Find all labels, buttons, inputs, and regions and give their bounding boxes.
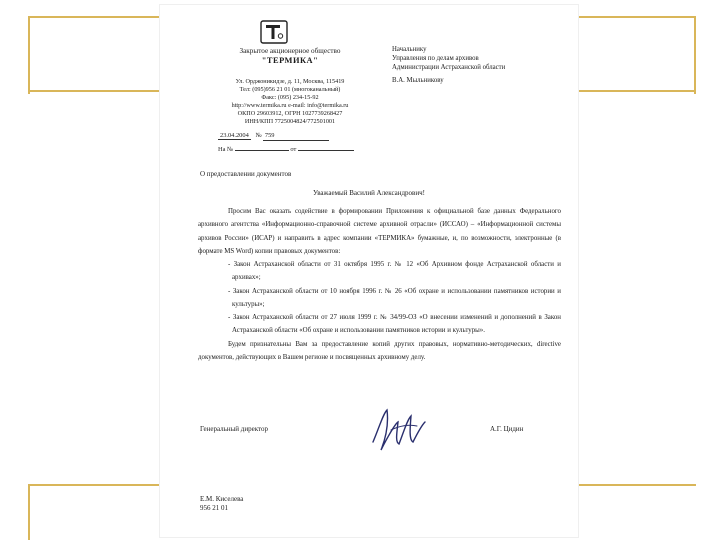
slide-frame-top-right [694, 16, 696, 94]
company-details [200, 78, 380, 126]
reference-number-field [263, 132, 329, 141]
company-type: Закрытое акционерное общество [239, 47, 341, 55]
company-address: Ул. Орджоникидзе, д. 11, Москва, 115419 [235, 78, 345, 85]
body-thanks: Будем признательны Вам за предоставление копий других правовых, нормативно-методических, directive документов, действующих в Вашем регионе и посвященных архивному делу. [198, 340, 561, 361]
addressee-block [392, 46, 572, 86]
executor-name: Е.М. Киселева [200, 495, 244, 503]
outgoing-reference [218, 132, 354, 141]
slide-frame-top-left [28, 16, 30, 94]
letter-greeting: Уважаемый Василий Александрович! [313, 189, 425, 197]
addressee-line: Администрации Астраханской области [392, 63, 506, 71]
incoming-number-blank [235, 150, 289, 151]
law-item: - Закон Астраханской области от 27 июля 1999 г. № 34/99-ОЗ «О внесении изменений и дополнений в Закон Астраханской области «Об охране и использовании памятников истории и культуры». [228, 314, 561, 335]
addressee-line: Начальнику [392, 46, 427, 53]
signer-title: Генеральный директор [200, 425, 268, 433]
reference-block [218, 132, 354, 160]
law-item: - Закон Астраханской области от 31 октября 1995 г. № 12 «Об Архивном фонде Астраханской области и архивах»; [228, 261, 561, 282]
letter-body [198, 205, 561, 364]
executor-block [200, 495, 243, 513]
company-fax: Факс: (095) 234-15-92 [261, 93, 319, 101]
executor-phone: 956 21 01 [200, 504, 228, 513]
incoming-date-blank [298, 150, 354, 151]
law-item: - Закон Астраханской области от 10 ноября 1996 г. № 26 «Об охране и использовании памятников истории и культуры»; [228, 287, 561, 308]
termika-logo-icon [260, 20, 288, 44]
reference-number-label: № [255, 132, 262, 139]
letter-subject: О предоставлении документов [200, 170, 292, 178]
incoming-reference [218, 146, 354, 154]
slide-frame-top-right-bar [575, 16, 695, 18]
company-inn: ИНН/КПП 7725004824/772501001 [244, 117, 336, 125]
addressee-person: В.А. Мыльникову [392, 76, 444, 84]
reference-number: 759 [264, 132, 275, 139]
handwritten-signature-icon [365, 400, 435, 460]
letter-page [160, 5, 578, 537]
reference-date: 23.04.2004 [220, 132, 249, 139]
company-okpo: ОКПО 29603912, ОГРН 1027739268427 [237, 109, 343, 117]
company-phone: Тел: (095)956 21 01 (многоканальный) [239, 85, 341, 93]
incoming-prefix: На № [218, 146, 234, 154]
addressee-line: Управления по делам архивов [392, 54, 479, 62]
body-intro: Просим Вас оказать содействие в формировании Приложения к официальной базе данных Федерального архивного агентства «Информационно-справочной системе архивной отрасли» (ИССАО) – «Информационной системы архивов России» (ИСАР) и направить в адрес компании «ТЕРМИКА» бумажные, и, по возможности, электронные (в формате MS Word) копии правовых документов: [198, 208, 561, 255]
company-web: http://www.termika.ru e-mail: info@termika.ru [231, 101, 349, 109]
slide-frame-bottom-left [28, 484, 30, 540]
company-header [200, 47, 380, 67]
incoming-from-label: от [290, 146, 297, 154]
company-name: "ТЕРМИКА" [261, 56, 319, 66]
signer-name: А.Г. Цидин [490, 425, 524, 433]
